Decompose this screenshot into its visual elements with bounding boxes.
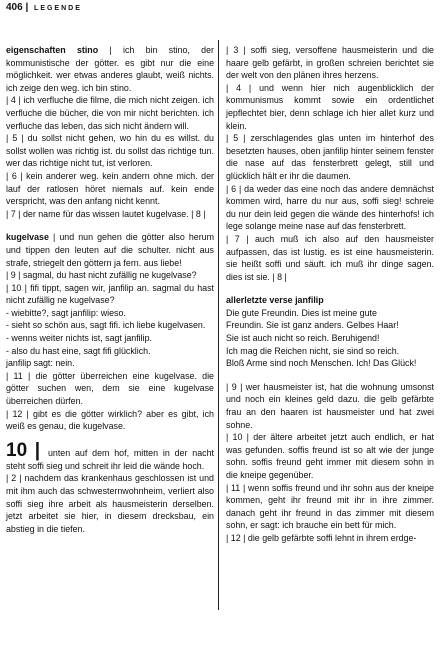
paragraph: | 7 | auch muß ich also auf den hausmeister aufpassen, das ist lustig. es ist eine hausmeisterin. sie heißt soffi und säuft. ich muß ihr dinge sagen. dies ist sie. | 8 | bbox=[226, 233, 434, 282]
right-column bbox=[226, 44, 434, 545]
paragraph: | 5 | zerschlagendes glas unten im hinterhof des besetzten hauses, oben janfilip hinter seinem fenster die nase auf das fensterbrett gelegt, still und glücklich hält er ihr die daumen. bbox=[226, 133, 434, 181]
paragraph: | 6 | kein anderer weg. kein andern ohne mich. der lauf der ratlosen höret niemals auf. kein ende verspricht, was den anfang nicht kennt. bbox=[6, 170, 214, 207]
paragraph: | 6 | da weder das eine noch das andere demnächst kommen wird, harre du nur aus, soffi sieg! schreie du nur dein leid gegen die wände des hinterhofs! ich lege solange meine nase auf das fensterbrett. bbox=[226, 183, 434, 232]
paragraph: | 7 | der name für das wissen lautet kugelvase. | 8 | bbox=[6, 208, 206, 219]
section-heading: allerletzte verse janfilip bbox=[226, 295, 324, 306]
page-number: 406 bbox=[6, 2, 23, 13]
dialogue-line: - wiebitte?, sagt janfilip: wieso. bbox=[6, 307, 126, 318]
verse-line: Sie ist auch nicht so reich. Beruhigend! bbox=[226, 333, 380, 344]
left-column bbox=[6, 44, 214, 535]
paragraph: | 10 | der ältere arbeitet jetzt auch endlich, er hat was gefunden. soffis freund ist so alt wie der junge sohn. soffis freund geht immer mit diesem sohn in die kneipe gegenüber. bbox=[226, 432, 434, 480]
running-header: 406 | LEGENDE bbox=[6, 2, 82, 13]
paragraph: | 12 | gibt es die götter wirklich? aber es gibt, ich weiß es genau, die kugelvase. bbox=[6, 408, 214, 432]
section-title: LEGENDE bbox=[34, 5, 82, 12]
dialogue-line: - also du hast eine, sagt fifi glücklich. bbox=[6, 345, 151, 356]
verse-line: Bloß Arme sind noch Menschen. Ich! Das Glück! bbox=[226, 358, 417, 369]
paragraph: kugelvase | und nun gehen die götter also herum und tippen den leuten auf die schulter. nicht aus strafe, striegelt den göttern ja fern. aus liebe! bbox=[6, 232, 214, 268]
paragraph: | 4 | ich verfluche die filme, die mich nicht zeigen. ich verfluche die bücher, die von mir nicht berichten. ich verfluche das leben, das sich nicht ändern will. bbox=[6, 95, 214, 131]
section-heading: kugelvase bbox=[6, 232, 49, 243]
paragraph: | 11 | die götter überreichen eine kugelvase. die götter suchen wen, dem sie eine kugelvase überreichen dürfen. bbox=[6, 370, 214, 407]
paragraph: | 5 | du sollst nicht gehen, wo hin du es willst. du sollst wollen was richtig ist. du sollst das richtige tun. wer das richtige nicht tut, ist verloren. bbox=[6, 133, 214, 169]
paragraph: | 4 | und wenn hier nich augenblicklich der kommunismus kommt sowie ein ordentlichet jepflechtet bier, denn schlage ich hier allet kurz und klein. bbox=[226, 82, 434, 131]
verse-line: Die gute Freundin. Dies ist meine gute bbox=[226, 307, 377, 318]
section-heading: eigenschaften stino bbox=[6, 45, 99, 55]
paragraph: | 11 | wenn soffis freund und ihr sohn aus der kneipe kommen, geht ihr freund mit ihr in ihre zimmer. danach geht ihr freund in das zimmer mit diesem sohn, er sagt: ich brauche ein bett für mich. bbox=[226, 482, 434, 531]
paragraph: | 10 | fifi tippt, sagen wir, janfilip an. sagmal du hast nicht zufällig ne kugelvase? bbox=[6, 282, 214, 306]
paragraph: | 9 | sagmal, du hast nicht zufällig ne kugelvase? bbox=[6, 270, 197, 281]
dialogue-line: janfilip sagt: nein. bbox=[6, 358, 75, 369]
column-divider bbox=[218, 40, 219, 610]
paragraph: | 9 | wer hausmeister ist, hat die wohnung umsonst und noch ein kleines geld dazu. die gelb gefärbte frau an den haaren ist hausmeister und hat zwei sohne. bbox=[226, 381, 434, 430]
paragraph: | 3 | soffi sieg, versoffene hausmeisterin und die haare gelb gefärbt, in großen schreien berichtet sie der welt von den plänen ihres herzens. bbox=[226, 45, 434, 81]
dialogue-line: - wenns weiter nichts ist, sagt janfilip. bbox=[6, 333, 153, 344]
paragraph: 10 | unten auf dem hof, mitten in der nacht steht soffi sieg und schreit ihr leid die wände hoch. bbox=[6, 439, 214, 471]
paragraph: | 2 | nachdem das krankenhaus geschlossen ist und mit ihm auch das schwesternwohnheim, verliert also soffi sieg ihre arbeit als hausmeisterin derselben. jetzt arbeitet sie hier, in diesem drecksbau, ein abstieg in die tiefen. bbox=[6, 473, 214, 534]
verse-line: Ich mag die Reichen nicht, sie sind so reich. bbox=[226, 345, 400, 356]
verse-line: Freundin. Sie ist ganz anders. Gelbes Haar! bbox=[226, 320, 399, 331]
paragraph: | 12 | die gelb gefärbte soffi lehnt in ihrem erdge- bbox=[226, 532, 417, 543]
chapter-number: 10 | bbox=[6, 439, 41, 461]
dialogue-line: - sieht so schön aus, sagt fifi. ich liebe kugelvasen. bbox=[6, 320, 206, 331]
paragraph: eigenschaften stino | ich bin stino, der kommunistische der götter. es gibt nur die eine möglichkeit. wer etwas anderes glaubt, weiß nichts. ich zeige den weg. ich bin stino. bbox=[6, 45, 214, 93]
